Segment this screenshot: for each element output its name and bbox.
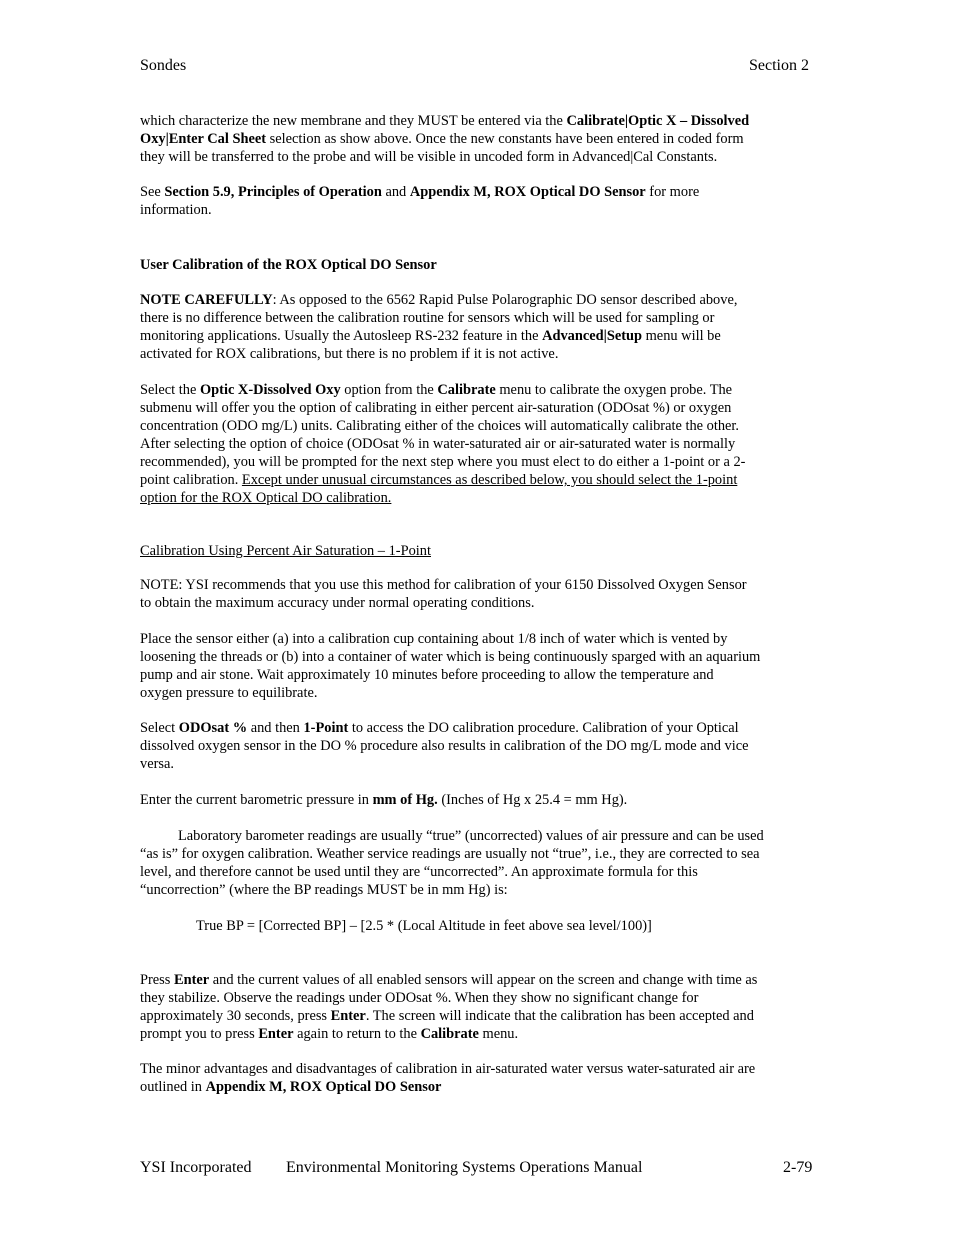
text: menu. [478,1026,519,1042]
bold-text: NOTE CAREFULLY [140,292,273,308]
text: . The screen will indicate that the calibration has been accepted and [365,1008,754,1024]
text: Enter the current barometric pressure in [140,792,373,808]
text: prompt you to press [140,1026,259,1042]
text-line: concentration (ODO mg/L) units. Calibrating either of the choices will automatically calibrate the other. [140,418,740,434]
text-line: dissolved oxygen sensor in the DO % procedure also results in calibration of the DO mg/L mode and vice [140,738,749,754]
bold-text: Appendix M, ROX Optical DO Sensor [409,184,646,200]
text-line: there is no difference between the calibration routine for sensors which will be used for sampling or [140,310,715,326]
bold-text: Enter [173,972,210,988]
bold-text: 1-Point [303,720,349,736]
text-line: recommended), you will be prompted for the next step where you must elect to do either a 1-point or a 2- [140,454,746,470]
footer-manual-title: Environmental Monitoring Systems Operations Manual [286,1159,643,1176]
bold-text: Calibrate [437,382,496,398]
paragraph-see-section [140,183,816,219]
header-right: Section 2 [749,57,809,74]
paragraph-minor-advantages [140,1060,816,1096]
bold-text: Advanced|Setup [542,328,643,344]
text: See [140,184,165,200]
text-line: After selecting the option of choice (ODOsat % in water-saturated air or air-saturated water is normally [140,436,736,452]
paragraph-laboratory-barometer [140,827,816,899]
footer-company: YSI Incorporated [140,1159,252,1176]
text: Select [140,720,179,736]
bold-text: Enter [258,1026,294,1042]
footer-page-number: 2-79 [783,1159,813,1176]
text: Press [140,972,174,988]
bold-text: Appendix M, ROX Optical DO Sensor [205,1079,442,1095]
text: menu to calibrate the oxygen probe. The [495,382,733,398]
bold-text: ODOsat % [178,720,248,736]
bold-text: Calibrate|Optic X – Dissolved [566,113,750,129]
paragraph-note-carefully [140,291,816,363]
text: for more [645,184,700,200]
text-line: loosening the threads or (b) into a container of water which is being continuously sparged with an aquarium [140,649,761,665]
text: (Inches of Hg x 25.4 = mm Hg). [437,792,628,808]
text-line: The minor advantages and disadvantages of calibration in air-saturated water versus water-saturated air are [140,1061,756,1077]
paragraph-cal-sheet [140,112,816,166]
paragraph-barometric [140,791,816,809]
underlined-text: Except under unusual circumstances as described below, you should select the 1-point [241,472,738,488]
section-heading-percent-air-saturation: Calibration Using Percent Air Saturation – 1-Point [140,543,431,559]
text-line: oxygen pressure to equilibrate. [140,685,318,701]
bold-text: Section 5.9, Principles of Operation [164,184,382,200]
text-line: versa. [140,756,174,772]
text: which characterize the new membrane and they MUST be entered via the [140,113,567,129]
text: and then [247,720,304,736]
text: option from the [340,382,438,398]
header-left: Sondes [140,57,187,74]
text: point calibration. [140,472,242,488]
text-line: “uncorrection” (where the BP readings MUST be in mm Hg) is: [140,882,508,898]
text-line: they will be transferred to the probe and will be visible in uncoded form in Advanced|Cal Constants. [140,149,718,165]
text: selection as show above. Once the new constants have been entered in coded form [266,131,744,147]
bold-text: Optic X-Dissolved Oxy [199,382,341,398]
paragraph-press-enter [140,971,816,1043]
text: approximately 30 seconds, press [140,1008,331,1024]
bold-text: mm of Hg. [372,792,438,808]
text: and the current values of all enabled sensors will appear on the screen and change with time as [209,972,758,988]
paragraph-select-optic [140,381,816,507]
text-line: Laboratory barometer readings are usually “true” (uncorrected) values of air pressure and can be used [178,828,764,844]
text: : As opposed to the 6562 Rapid Pulse Polarographic DO sensor described above, [272,292,738,308]
text-line: NOTE: YSI recommends that you use this method for calibration of your 6150 Dissolved Oxygen Sensor [140,577,747,593]
text-line: they stabilize. Observe the readings under ODOsat %. When they show no significant change for [140,990,699,1006]
paragraph-ysi-note [140,576,816,612]
text: monitoring applications. Usually the Autosleep RS-232 feature in the [140,328,543,344]
text-line: level, and therefore cannot be used until they are “uncorrected”. An approximate formula for this [140,864,698,880]
text: to access the DO calibration procedure. Calibration of your Optical [348,720,739,736]
section-heading-user-calibration: User Calibration of the ROX Optical DO Sensor [140,257,437,273]
bold-text: Enter [330,1008,366,1024]
text: again to return to the [293,1026,421,1042]
bold-text: Oxy|Enter Cal Sheet [140,131,267,147]
bold-text: Calibrate [420,1026,479,1042]
text-line: Place the sensor either (a) into a calibration cup containing about 1/8 inch of water which is vented by [140,631,728,647]
text: Select the [140,382,200,398]
text-line: “as is” for oxygen calibration. Weather service readings are usually not “true”, i.e., they are corrected to sea [140,846,760,862]
text: and [381,184,410,200]
underlined-text: option for the ROX Optical DO calibration. [140,490,392,506]
text-line: pump and air stone. Wait approximately 10 minutes before proceeding to allow the temperature and [140,667,714,683]
text: menu will be [642,328,721,344]
text-line: to obtain the maximum accuracy under normal operating conditions. [140,595,535,611]
paragraph-select-odosat [140,719,816,773]
paragraph-place-sensor [140,630,816,702]
text-line: activated for ROX calibrations, but there is no problem if it is not active. [140,346,559,362]
text: outlined in [140,1079,206,1095]
text-line: information. [140,202,212,218]
formula-true-bp: True BP = [Corrected BP] – [2.5 * (Local Altitude in feet above sea level/100)] [196,918,652,934]
text-line: submenu will offer you the option of calibrating in either percent air-saturation (ODOsat %) or oxygen [140,400,732,416]
